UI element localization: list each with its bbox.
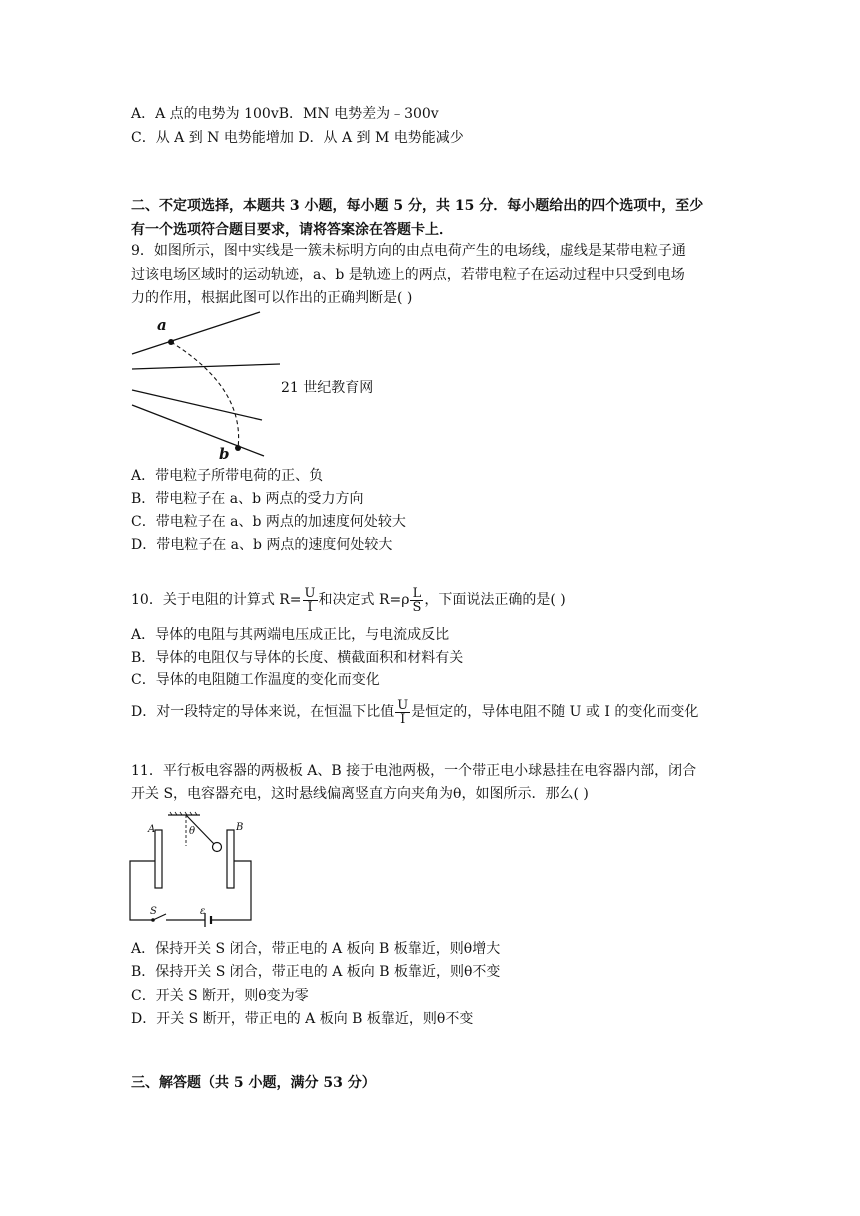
q9-field-figure <box>130 308 290 463</box>
q10-option-d-pre: D．对一段特定的导体来说，在恒温下比值 <box>131 704 395 720</box>
fraction-u-over-i <box>303 587 318 614</box>
plate-b <box>227 830 234 888</box>
q10-stem <box>131 585 566 615</box>
q10-option-b: B．导体的电阻仅与导体的长度、横截面积和材料有关 <box>131 650 464 666</box>
q11-stem-line1: 11．平行板电容器的两极板 A、B 接于电池两极，一个带正电小球悬挂在电容器内部，闭合 <box>131 763 697 779</box>
q10-stem-post: ，下面说法正确的是( ) <box>424 592 566 608</box>
q10-option-d-post: 是恒定的，导体电阻不随 U 或 I 的变化而变化 <box>411 704 699 720</box>
frac-denominator: I <box>307 599 313 615</box>
fraction-u-over-i <box>395 699 410 726</box>
q9-stem-line1: 9．如图所示，图中实线是一簇未标明方向的由点电荷产生的电场线，虚线是某带电粒子通 <box>131 243 686 259</box>
plate-a <box>155 830 162 888</box>
q10-stem-mid: 和决定式 R=ρ <box>318 592 410 608</box>
switch-label: S <box>150 906 157 917</box>
section2-heading-line1: 二、不定项选择，本题共 3 小题，每小题 5 分，共 15 分．每小题给出的四个选项中，至少 <box>131 198 704 214</box>
plate-a-label: A <box>148 824 156 835</box>
q11-option-d: D．开关 S 断开，带正电的 A 板向 B 板靠近，则θ不变 <box>131 1011 474 1027</box>
plate-b-label: B <box>236 822 244 833</box>
section3-heading: 三、解答题（共 5 小题，满分 53 分） <box>131 1075 376 1091</box>
charged-ball <box>213 843 222 852</box>
theta-label: θ <box>189 826 196 837</box>
q9-option-a: A．带电粒子所带电荷的正、负 <box>131 468 324 484</box>
q9-stem-line2: 过该电场区域时的运动轨迹，a、b 是轨迹上的两点，若带电粒子在运动过程中只受到电场 <box>131 267 685 283</box>
frac-numerator: U <box>304 585 316 601</box>
q10-option-c: C．导体的电阻随工作温度的变化而变化 <box>131 672 380 688</box>
q10-option-d <box>131 697 698 727</box>
q11-option-c: C．开关 S 断开，则θ变为零 <box>131 988 309 1004</box>
q9-option-c: C．带电粒子在 a、b 两点的加速度何处较大 <box>131 514 406 530</box>
q9-option-b: B．带电粒子在 a、b 两点的受力方向 <box>131 491 364 507</box>
point-b <box>235 445 241 451</box>
watermark: 21 世纪教育网 <box>281 380 374 396</box>
emf-label: ε <box>200 906 206 917</box>
section2-heading-line2: 有一个选项符合题目要求，请将答案涂在答题卡上． <box>131 222 453 238</box>
point-a-label: a <box>157 316 167 334</box>
field-line <box>132 312 260 354</box>
trajectory-dashed <box>171 342 239 448</box>
point-a <box>168 339 174 345</box>
fraction-l-over-s <box>410 587 423 614</box>
q9-option-d: D．带电粒子在 a、b 两点的速度何处较大 <box>131 537 393 553</box>
q9-stem-line3: 力的作用，根据此图可以作出的正确判断是( ) <box>131 290 413 306</box>
field-line <box>132 405 264 456</box>
q8-option-line1: A．A 点的电势为 100vB．MN 电势差为﹣300v <box>131 106 439 122</box>
q10-stem-pre: 10．关于电阻的计算式 R= <box>131 592 302 608</box>
frac-numerator: U <box>397 697 409 713</box>
q11-option-a: A．保持开关 S 闭合，带正电的 A 板向 B 板靠近，则θ增大 <box>131 941 501 957</box>
q8-option-line2: C．从 A 到 N 电势能增加 D．从 A 到 M 电势能减少 <box>131 130 464 146</box>
q11-stem-line2: 开关 S，电容器充电，这时悬线偏离竖直方向夹角为θ，如图所示．那么( ) <box>131 786 589 802</box>
frac-denominator: I <box>400 711 406 727</box>
frac-numerator: L <box>410 587 423 601</box>
q11-option-b: B．保持开关 S 闭合，带正电的 A 板向 B 板靠近，则θ不变 <box>131 964 501 980</box>
frac-denominator: S <box>412 599 422 615</box>
point-b-label: b <box>219 445 230 463</box>
field-line <box>132 390 262 420</box>
q10-option-a: A．导体的电阻与其两端电压成正比，与电流成反比 <box>131 627 450 643</box>
